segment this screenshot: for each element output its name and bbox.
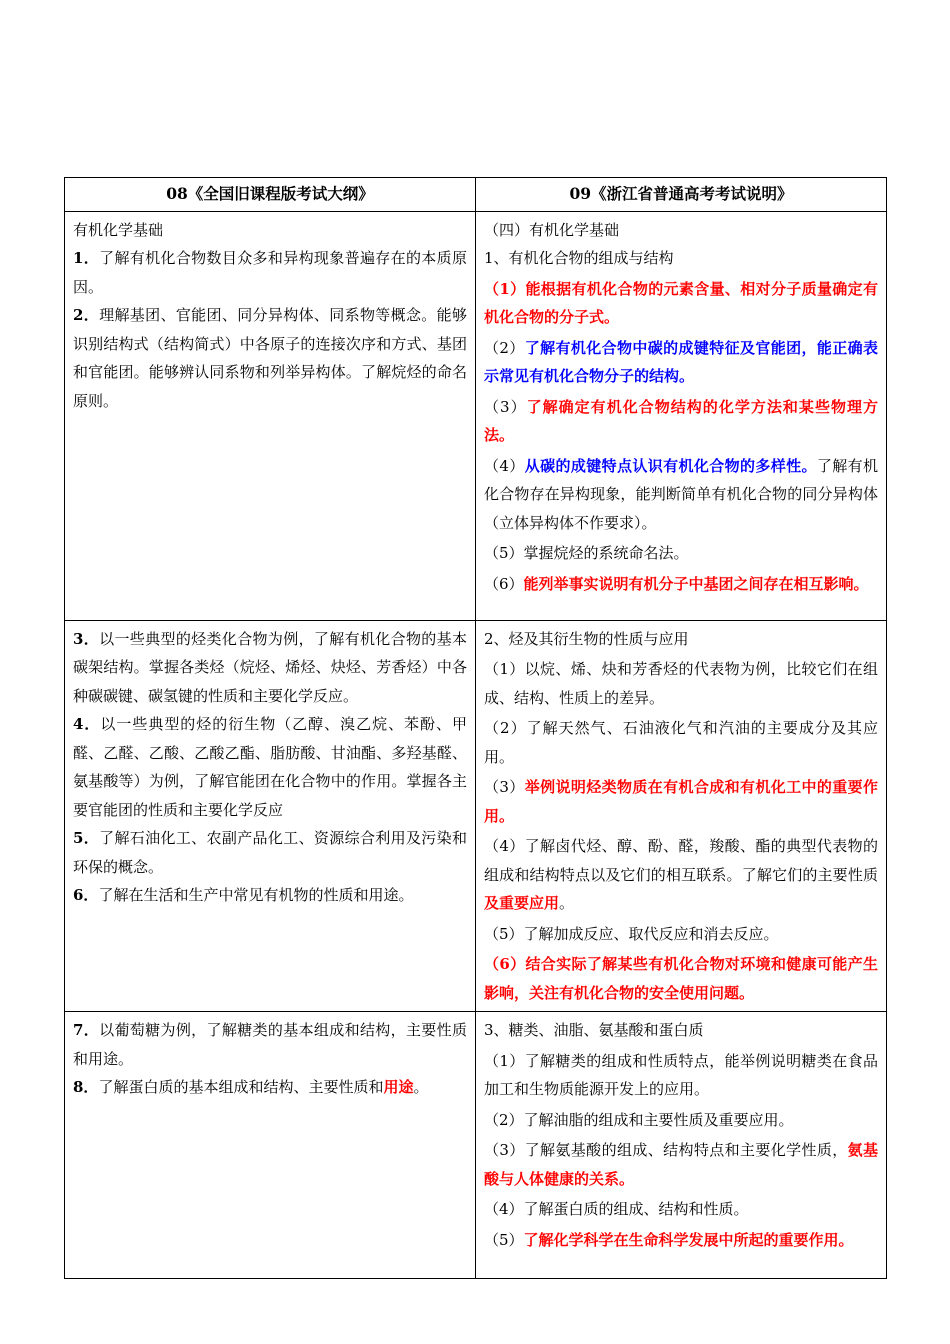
list-item: （2）了解有机化合物中碳的成键特征及官能团，能正确表示常见有机化合物分子的结构。 bbox=[484, 338, 878, 385]
list-item: 4．以一些典型的烃的衍生物（乙醇、溴乙烷、苯酚、甲醛、乙醛、乙酸、乙酸乙酯、脂肪酸、甘油酯、多羟基醛、氨基酸等）为例，了解官能团在化合物中的作用。掌握各主要官能团的性质和主要化学反应 bbox=[73, 715, 467, 819]
row2-right-cell bbox=[476, 620, 887, 1012]
list-item: （2）了解天然气、石油液化气和汽油的主要成分及其应用。 bbox=[484, 719, 878, 766]
row3-right-cell bbox=[476, 1012, 887, 1279]
list-item: 6．了解在生活和生产中常见有机物的性质和用途。 bbox=[73, 886, 414, 904]
list-item: （6）能列举事实说明有机分子中基团之间存在相互影响。 bbox=[484, 574, 869, 593]
list-item: 3．以一些典型的烃类化合物为例，了解有机化合物的基本碳架结构。掌握各类烃（烷烃、烯烃、炔烃、芳香烃）中各种碳碳键、碳氢键的性质和主要化学反应。 bbox=[73, 629, 467, 705]
list-item: 5．了解石油化工、农副产品化工、资源综合利用及污染和环保的概念。 bbox=[73, 829, 467, 876]
list-item: 7．以葡萄糖为例，了解糖类的基本组成和结构，主要性质和用途。 bbox=[73, 1021, 467, 1068]
list-item: （4）从碳的成键特点认识有机化合物的多样性。了解有机化合物存在异构现象，能判断简单有机化合物的同分异构体（立体异构体不作要求）。 bbox=[484, 456, 878, 532]
table-row bbox=[65, 620, 887, 1012]
header-row bbox=[65, 178, 887, 212]
list-item: （1）能根据有机化合物的元素含量、相对分子质量确定有机化合物的分子式。 bbox=[484, 279, 878, 326]
header-right: 09《浙江省普通高考考试说明》 bbox=[476, 178, 887, 212]
row3-left-cell bbox=[65, 1012, 476, 1279]
list-item: （3）了解确定有机化合物结构的化学方法和某些物理方法。 bbox=[484, 397, 878, 444]
subsection-title: 2、烃及其衍生物的性质与应用 bbox=[484, 629, 689, 648]
list-item: （5）掌握烷烃的系统命名法。 bbox=[484, 544, 689, 562]
table-row bbox=[65, 1012, 887, 1279]
list-item: 8．了解蛋白质的基本组成和结构、主要性质和用途。 bbox=[73, 1078, 429, 1096]
table-row bbox=[65, 211, 887, 620]
list-item: （6）结合实际了解某些有机化合物对环境和健康可能产生影响，关注有机化合物的安全使用问题。 bbox=[484, 955, 878, 1002]
comparison-table bbox=[64, 177, 887, 1279]
list-item: （4）了解卤代烃、醇、酚、醛，羧酸、酯的典型代表物的组成和结构特点以及它们的相互联系。了解它们的主要性质及重要应用。 bbox=[484, 837, 878, 912]
list-item: （3）了解氨基酸的组成、结构特点和主要化学性质，氨基酸与人体健康的关系。 bbox=[484, 1141, 878, 1188]
list-item: （5）了解加成反应、取代反应和消去反应。 bbox=[484, 924, 779, 943]
section-title: （四）有机化学基础 bbox=[484, 220, 620, 239]
list-item: （3）举例说明烃类物质在有机合成和有机化工中的重要作用。 bbox=[484, 778, 878, 825]
list-item: （1）以烷、烯、炔和芳香烃的代表物为例，比较它们在组成、结构、性质上的差异。 bbox=[484, 660, 878, 707]
subsection-title: 1、有机化合物的组成与结构 bbox=[484, 249, 674, 267]
row1-left-cell bbox=[65, 211, 476, 620]
list-item: 2．理解基团、官能团、同分异构体、同系物等概念。能够识别结构式（结构简式）中各原子的连接次序和方式、基团和官能团。能够辨认同系物和列举异构体。了解烷烃的命名原则。 bbox=[73, 306, 467, 410]
row1-right-cell bbox=[476, 211, 887, 620]
list-item: （1）了解糖类的组成和性质特点，能举例说明糖类在食品加工和生物质能源开发上的应用。 bbox=[484, 1051, 878, 1098]
header-left: 08《全国旧课程版考试大纲》 bbox=[65, 178, 476, 212]
list-item: （5）了解化学科学在生命科学发展中所起的重要作用。 bbox=[484, 1230, 854, 1249]
list-item: 1．了解有机化合物数目众多和异构现象普遍存在的本质原因。 bbox=[73, 249, 467, 296]
list-item: （4）了解蛋白质的组成、结构和性质。 bbox=[484, 1200, 749, 1218]
section-title: 有机化学基础 bbox=[73, 220, 164, 239]
row2-left-cell bbox=[65, 620, 476, 1012]
list-item: （2）了解油脂的组成和主要性质及重要应用。 bbox=[484, 1110, 794, 1129]
subsection-title: 3、糖类、油脂、氨基酸和蛋白质 bbox=[484, 1021, 704, 1039]
